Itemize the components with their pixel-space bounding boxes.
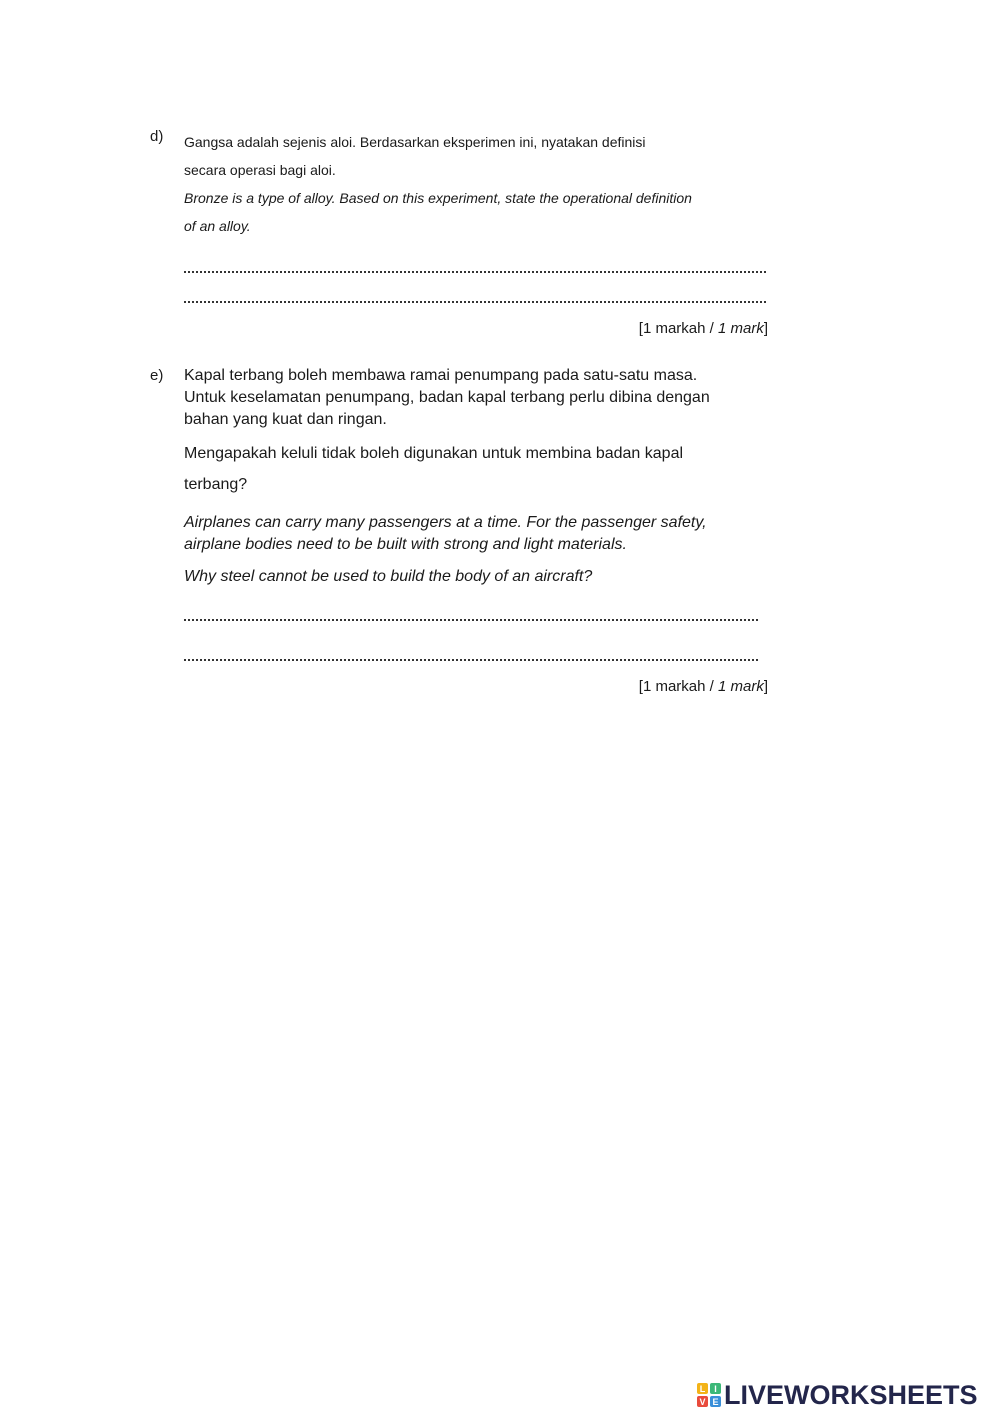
question-text-ms: Gangsa adalah sejenis aloi. Berdasarkan eksperimen ini, nyatakan definisi	[184, 134, 646, 150]
answer-line[interactable]	[184, 300, 766, 303]
answer-line[interactable]	[184, 618, 758, 621]
question-text-ms: Untuk keselamatan penumpang, badan kapal terbang perlu dibina dengan	[184, 389, 710, 406]
question-text-en: airplane bodies need to be built with strong and light materials.	[184, 536, 627, 553]
question-text-en: Airplanes can carry many passengers at a time. For the passenger safety,	[184, 514, 707, 531]
question-d	[150, 128, 780, 343]
mark-close: ]	[763, 320, 768, 337]
mark-text-en: 1 mark	[717, 678, 764, 695]
question-label: d)	[150, 128, 164, 145]
mark-text-en: 1 mark	[717, 320, 764, 337]
mark-text-ms: [1 markah /	[638, 678, 718, 695]
question-text-en: of an alloy.	[184, 218, 251, 234]
mark-text-ms: [1 markah /	[638, 320, 718, 337]
question-prompt-ms: terbang?	[184, 476, 248, 493]
answer-line[interactable]	[184, 270, 766, 273]
logo-letter: V	[697, 1396, 708, 1407]
question-text-ms: bahan yang kuat dan ringan.	[184, 411, 387, 428]
liveworksheets-logo-icon	[697, 1383, 721, 1407]
question-prompt-en: Why steel cannot be used to build the body of an aircraft?	[184, 568, 593, 585]
brand-name: LIVEWORKSHEETS	[724, 1379, 978, 1410]
question-text-en: Bronze is a type of alloy. Based on this experiment, state the operational definition	[184, 190, 692, 206]
question-prompt-ms: Mengapakah keluli tidak boleh digunakan untuk membina badan kapal	[184, 445, 684, 462]
question-text-ms: Kapal terbang boleh membawa ramai penumpang pada satu-satu masa.	[184, 367, 698, 384]
mark-allocation	[639, 320, 768, 337]
mark-allocation	[639, 678, 768, 695]
liveworksheets-brand	[697, 1380, 993, 1410]
question-text-ms: secara operasi bagi aloi.	[184, 162, 336, 178]
logo-letter: L	[697, 1383, 708, 1394]
question-e	[150, 365, 780, 705]
question-label: e)	[150, 367, 164, 384]
logo-letter: I	[710, 1383, 721, 1394]
answer-line[interactable]	[184, 658, 758, 661]
mark-close: ]	[763, 678, 768, 695]
logo-letter: E	[710, 1396, 721, 1407]
